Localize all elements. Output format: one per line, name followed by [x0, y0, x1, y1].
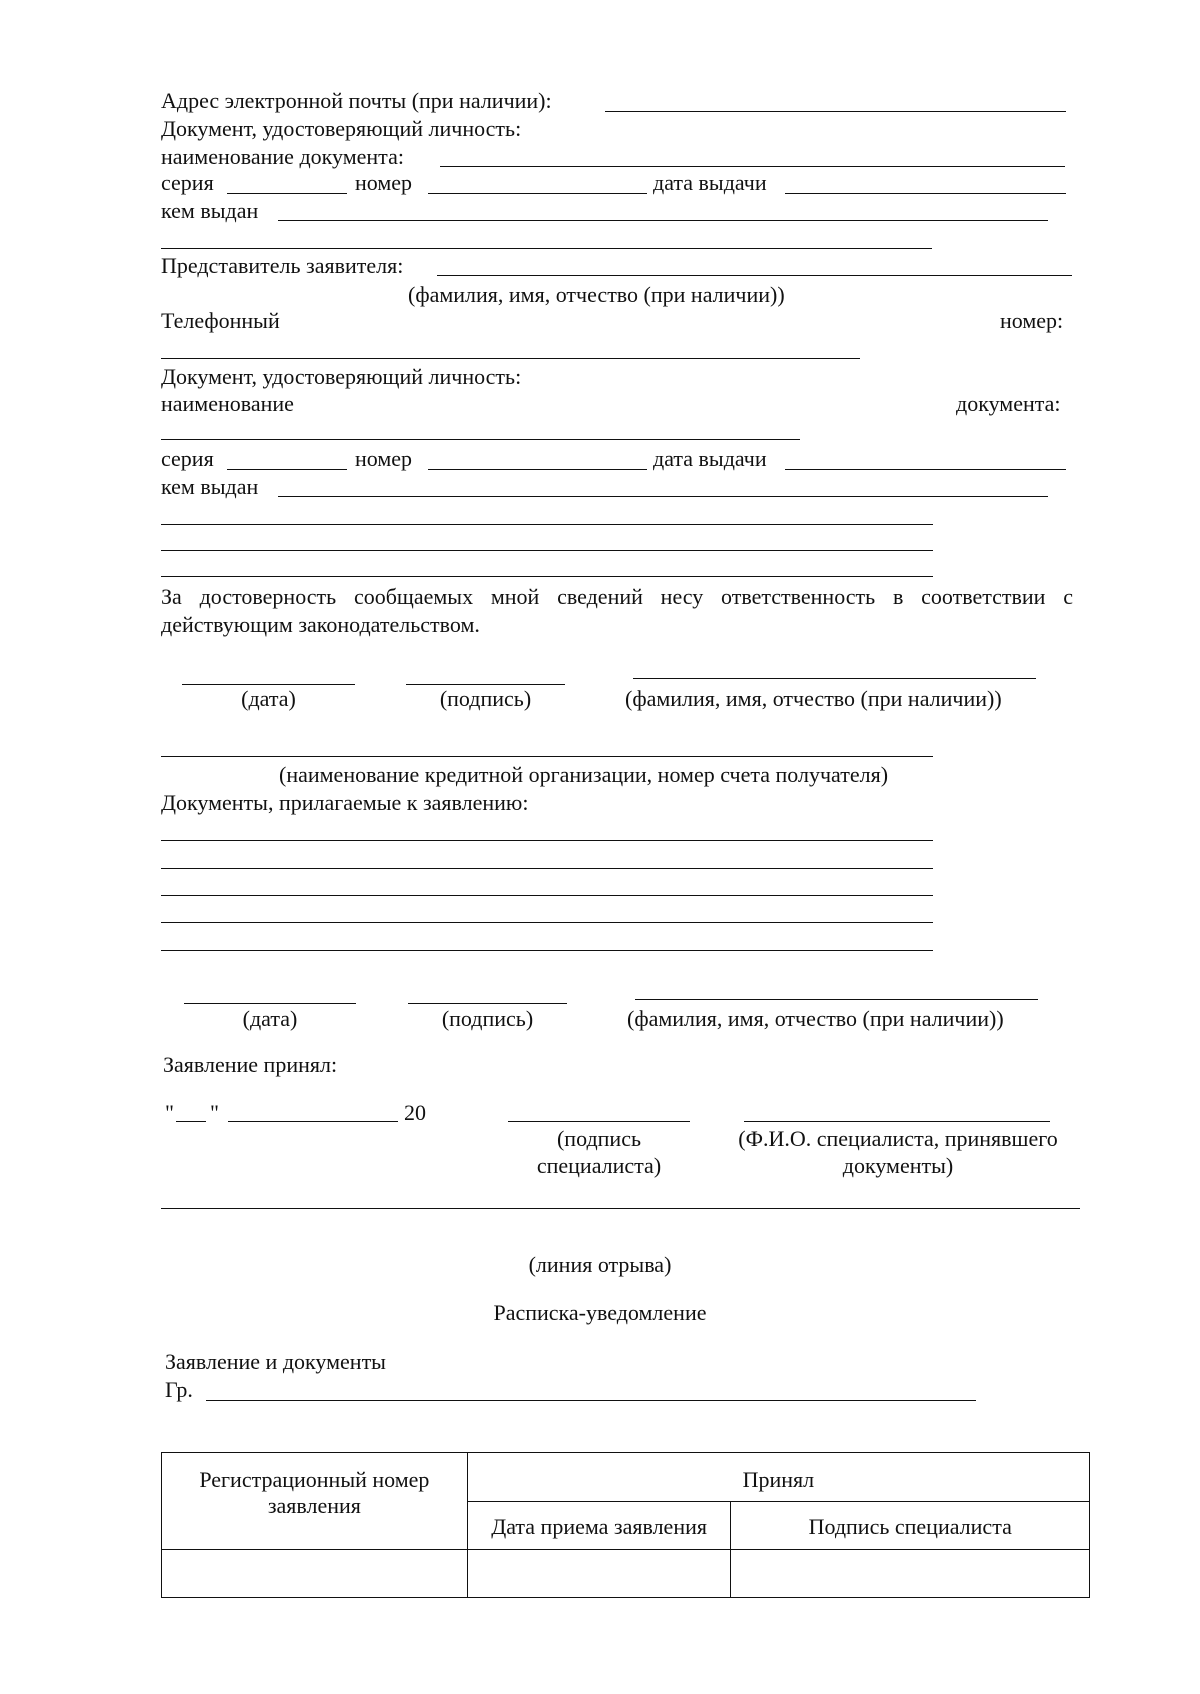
rep-issued-by-field-line[interactable]	[278, 496, 1048, 497]
email-field-line[interactable]	[605, 111, 1066, 112]
attached-line-5[interactable]	[161, 950, 933, 951]
accepted-month-line[interactable]	[228, 1121, 398, 1122]
date-cell[interactable]	[467, 1550, 731, 1598]
issued-by-field-line[interactable]	[278, 220, 1048, 221]
phone-label-part1: Телефонный	[161, 308, 280, 333]
accepted-header: Принял	[467, 1453, 1089, 1502]
tear-line-label: (линия отрыва)	[528, 1252, 672, 1277]
receipt-docs-label: Заявление и документы	[165, 1349, 386, 1374]
representative-fio-hint: (фамилия, имя, отчество (при наличии))	[408, 282, 785, 307]
accepted-year-prefix: 20	[404, 1100, 426, 1125]
series-field-line[interactable]	[227, 193, 347, 194]
sign2-signature-hint: (подпись)	[441, 1006, 534, 1031]
rep-number-field-line[interactable]	[428, 469, 647, 470]
reg-number-header	[162, 1453, 468, 1550]
sign1-fio-line[interactable]	[633, 678, 1036, 679]
sign2-signature-line[interactable]	[408, 1003, 567, 1004]
accepted-quote-open: "	[165, 1100, 174, 1125]
signature-cell[interactable]	[731, 1550, 1090, 1598]
signature-column-header: Подпись специалиста	[731, 1502, 1090, 1550]
rep-doc-name-field-line[interactable]	[161, 439, 800, 440]
receipt-title: Расписка-уведомление	[493, 1300, 707, 1325]
rep-issue-date-field-line[interactable]	[785, 469, 1066, 470]
accepted-quote-close: "	[210, 1100, 219, 1125]
sign2-date-line[interactable]	[184, 1003, 356, 1004]
sign1-fio-hint: (фамилия, имя, отчество (при наличии))	[625, 686, 1002, 711]
sign2-date-hint: (дата)	[242, 1006, 298, 1031]
accepted-label: Заявление принял:	[163, 1052, 338, 1077]
rep-id-doc-label: Документ, удостоверяющий личность:	[161, 364, 522, 389]
representative-label: Представитель заявителя:	[161, 253, 404, 278]
email-label: Адрес электронной почты (при наличии):	[161, 88, 552, 113]
declaration-line-2: действующим законодательством.	[161, 612, 480, 637]
rep-series-label: серия	[161, 446, 214, 471]
issue-date-label: дата выдачи	[653, 170, 767, 195]
phone-field-line[interactable]	[161, 358, 860, 359]
spec-fio-hint-2: документы)	[842, 1153, 954, 1178]
number-field-line[interactable]	[428, 193, 647, 194]
doc-name-field-line[interactable]	[440, 166, 1065, 167]
receipt-citizen-field-line[interactable]	[206, 1400, 976, 1401]
rep-doc-name-label-part1: наименование	[161, 391, 294, 416]
series-label: серия	[161, 170, 214, 195]
spec-fio-line[interactable]	[744, 1121, 1050, 1122]
bank-hint: (наименование кредитной организации, номер счета получателя)	[279, 762, 889, 787]
reg-number-cell[interactable]	[162, 1550, 468, 1598]
issued-by-field-line-2[interactable]	[161, 248, 932, 249]
spec-signature-hint-1: (подпись	[556, 1126, 641, 1151]
sign2-fio-line[interactable]	[635, 999, 1038, 1000]
issued-by-label: кем выдан	[161, 198, 259, 223]
doc-name-label: наименование документа:	[161, 144, 404, 169]
tear-line	[161, 1208, 1080, 1209]
bank-field-line[interactable]	[161, 756, 933, 757]
receipt-citizen-label: Гр.	[165, 1377, 193, 1402]
attached-line-2[interactable]	[161, 868, 933, 869]
sign2-fio-hint: (фамилия, имя, отчество (при наличии))	[627, 1006, 1004, 1031]
rep-issue-date-label: дата выдачи	[653, 446, 767, 471]
rep-doc-name-label-part2: документа:	[956, 391, 1061, 416]
reg-number-header-line-1: Регистрационный номер	[199, 1467, 430, 1492]
attached-line-3[interactable]	[161, 895, 933, 896]
date-column-header: Дата приема заявления	[467, 1502, 731, 1550]
sign1-signature-hint: (подпись)	[439, 686, 532, 711]
issue-date-field-line[interactable]	[785, 193, 1066, 194]
registration-table	[161, 1452, 1090, 1598]
attached-line-1[interactable]	[161, 840, 933, 841]
sign1-date-hint: (дата)	[241, 686, 296, 711]
declaration-line-1: За достоверность сообщаемых мной сведений несу ответственность в соответствии с	[161, 584, 1073, 609]
rep-number-label: номер	[355, 446, 413, 471]
id-doc-label: Документ, удостоверяющий личность:	[161, 116, 522, 141]
sign1-signature-line[interactable]	[406, 684, 565, 685]
rep-series-field-line[interactable]	[227, 469, 347, 470]
rep-issued-by-field-line-3[interactable]	[161, 550, 933, 551]
attached-line-4[interactable]	[161, 922, 933, 923]
rep-issued-by-label: кем выдан	[161, 474, 259, 499]
attached-label: Документы, прилагаемые к заявлению:	[161, 790, 529, 815]
accepted-day-line[interactable]	[176, 1121, 206, 1122]
rep-issued-by-field-line-2[interactable]	[161, 524, 933, 525]
reg-number-header-line-2: заявления	[267, 1493, 361, 1518]
spec-signature-hint-2: специалиста)	[536, 1153, 662, 1178]
spec-fio-hint-1: (Ф.И.О. специалиста, принявшего	[738, 1126, 1058, 1151]
number-label: номер	[355, 170, 413, 195]
spec-signature-line[interactable]	[508, 1121, 690, 1122]
representative-field-line[interactable]	[437, 275, 1072, 276]
rep-issued-by-field-line-4[interactable]	[161, 576, 933, 577]
phone-label-part2: номер:	[1000, 308, 1064, 333]
sign1-date-line[interactable]	[182, 684, 355, 685]
